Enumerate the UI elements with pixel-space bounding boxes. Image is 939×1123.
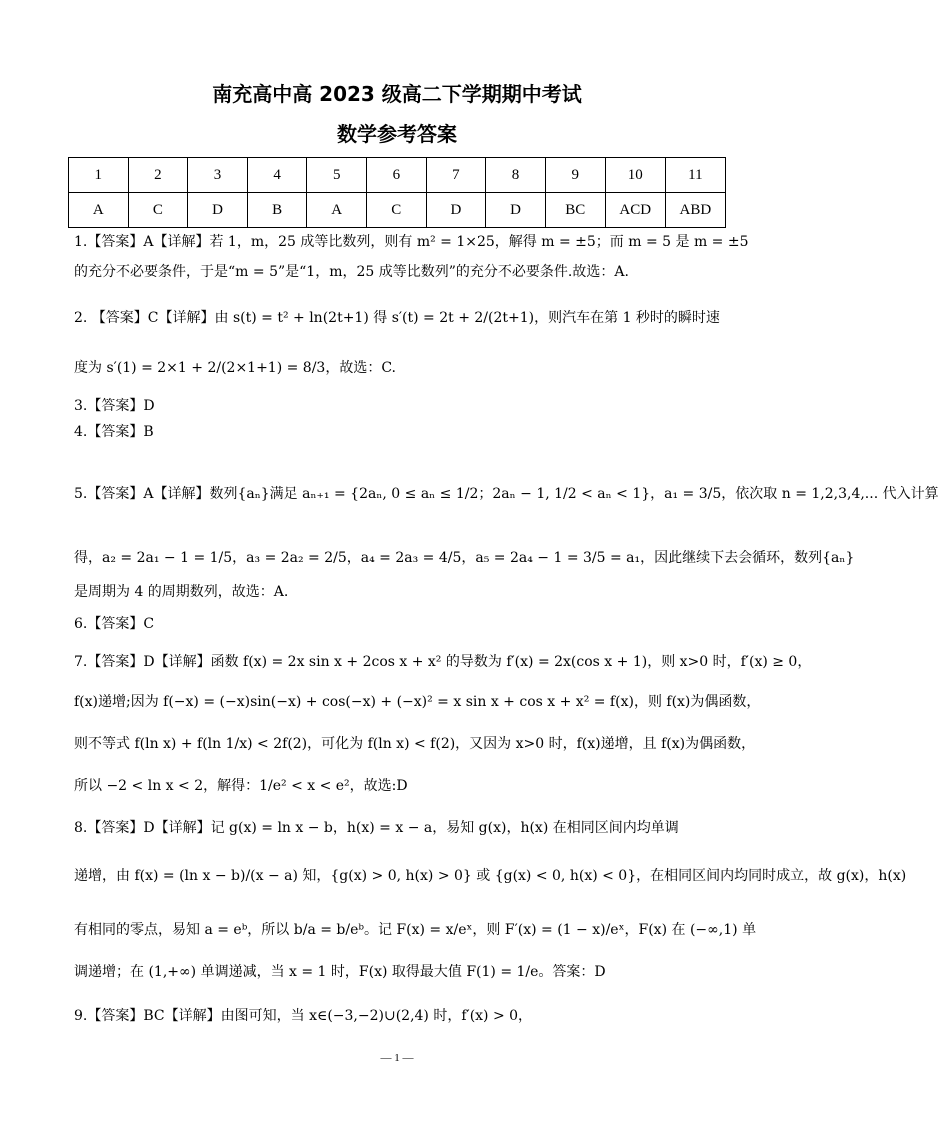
question-number: 8 xyxy=(486,158,546,193)
solution-line: 调递增；在 (1,+∞) 单调递减，当 x = 1 时，F(x) 取得最大值 F(1) = 1/e。答案：D xyxy=(74,964,606,980)
answer-cell: A xyxy=(307,193,367,228)
solution-line: 2. 【答案】C【详解】由 s(t) = t² + ln(2t+1) 得 s′(t) = 2t + 2/(2t+1)，则汽车在第 1 秒时的瞬时速 xyxy=(74,310,720,326)
answer-cell: D xyxy=(426,193,486,228)
answer-cell: D xyxy=(486,193,546,228)
page-number: — 1 — xyxy=(380,1052,414,1064)
answer-cell: ABD xyxy=(665,193,725,228)
answer-cell: B xyxy=(247,193,307,228)
solution-line: 8.【答案】D【详解】记 g(x) = ln x − b，h(x) = x − a，易知 g(x)，h(x) 在相同区间内均单调 xyxy=(74,820,679,836)
question-number: 11 xyxy=(665,158,725,193)
solution-line: 的充分不必要条件，于是“m = 5”是“1，m，25 成等比数列”的充分不必要条件.故选：A. xyxy=(74,264,629,280)
solution-line: 3.【答案】D xyxy=(74,398,155,414)
question-number: 3 xyxy=(188,158,248,193)
solution-line: 则不等式 f(ln x) + f(ln 1/x) < 2f(2)，可化为 f(ln x) < f(2)，又因为 x>0 时，f(x)递增，且 f(x)为偶函数， xyxy=(74,736,756,752)
answer-cell: D xyxy=(188,193,248,228)
answer-cell: C xyxy=(128,193,188,228)
solution-line: f(x)递增;因为 f(−x) = (−x)sin(−x) + cos(−x) + (−x)² = x sin x + cos x + x² = f(x)，则 f(x)为偶函数， xyxy=(74,694,761,710)
question-number: 10 xyxy=(605,158,665,193)
answer-row xyxy=(69,193,726,228)
page-title: 南充高中高 2023 级高二下学期期中考试 xyxy=(212,82,582,106)
question-number: 2 xyxy=(128,158,188,193)
question-number: 6 xyxy=(367,158,427,193)
question-number: 5 xyxy=(307,158,367,193)
question-number: 7 xyxy=(426,158,486,193)
solution-line: 9.【答案】BC【详解】由图可知，当 x∈(−3,−2)∪(2,4) 时，f′(x) > 0， xyxy=(74,1008,533,1024)
answer-table xyxy=(68,157,726,228)
solution-line: 6.【答案】C xyxy=(74,616,155,632)
solution-line: 1.【答案】A【详解】若 1，m，25 成等比数列，则有 m² = 1×25，解得 m = ±5；而 m = 5 是 m = ±5 xyxy=(74,234,749,250)
solution-line: 得，a₂ = 2a₁ − 1 = 1/5，a₃ = 2a₂ = 2/5，a₄ = 2a₃ = 4/5，a₅ = 2a₄ − 1 = 3/5 = a₁，因此继续下去会循环，数列{aₙ} xyxy=(74,550,855,566)
question-number: 4 xyxy=(247,158,307,193)
solution-line: 7.【答案】D【详解】函数 f(x) = 2x sin x + 2cos x + x² 的导数为 f′(x) = 2x(cos x + 1)，则 x>0 时，f′(x) ≥ 0， xyxy=(74,654,812,670)
solution-line: 度为 s′(1) = 2×1 + 2/(2×1+1) = 8/3，故选：C. xyxy=(74,360,397,376)
solution-line: 递增，由 f(x) = (ln x − b)/(x − a) 知，{g(x) > 0, h(x) > 0} 或 {g(x) < 0, h(x) < 0}，在相同区间内均同时成立，故 g(x)，h(x) xyxy=(74,868,907,884)
solution-line: 是周期为 4 的周期数列，故选：A. xyxy=(74,584,289,600)
question-number-row xyxy=(69,158,726,193)
answer-cell: C xyxy=(367,193,427,228)
question-number: 9 xyxy=(545,158,605,193)
solution-line: 4.【答案】B xyxy=(74,424,154,440)
answer-cell: BC xyxy=(545,193,605,228)
solution-line: 所以 −2 < ln x < 2，解得：1/e² < x < e²，故选:D xyxy=(74,778,408,794)
page-subtitle: 数学参考答案 xyxy=(337,122,457,146)
answer-cell: A xyxy=(69,193,129,228)
answer-cell: ACD xyxy=(605,193,665,228)
question-number: 1 xyxy=(69,158,129,193)
solution-line: 5.【答案】A【详解】数列{aₙ}满足 aₙ₊₁ = {2aₙ, 0 ≤ aₙ ≤ 1/2；2aₙ − 1, 1/2 < aₙ < 1}，a₁ = 3/5，依次取 n = 1,2,3,4,... 代入计算 xyxy=(74,486,939,502)
solution-line: 有相同的零点，易知 a = eᵇ，所以 b/a = b/eᵇ。记 F(x) = x/eˣ，则 F′(x) = (1 − x)/eˣ，F(x) 在 (−∞,1) 单 xyxy=(74,922,757,938)
